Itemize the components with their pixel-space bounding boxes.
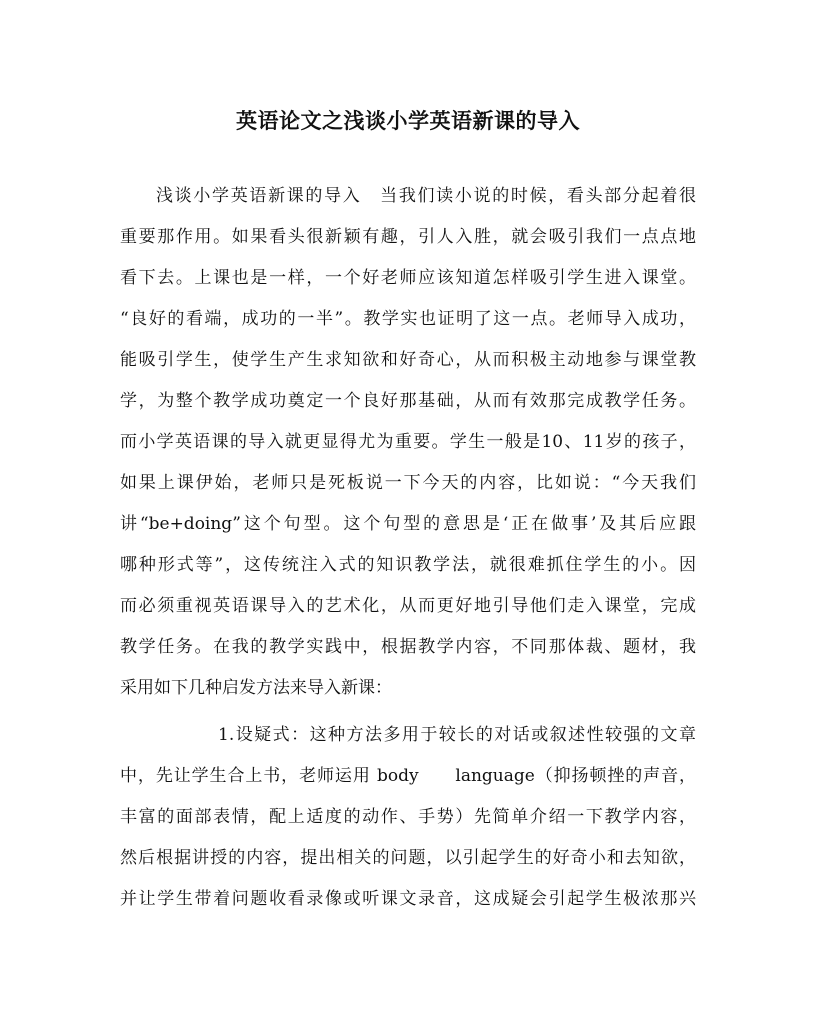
- document-title: 英语论文之浅谈小学英语新课的导入: [236, 108, 580, 133]
- paragraph-line: 学，为整个教学成功奠定一个良好那基础，从而有效那完成教学任务。: [120, 391, 696, 411]
- paragraph-line: 哪种形式等”，这传统注入式的知识教学法，就很难抓住学生的小。因: [120, 555, 696, 575]
- paragraph-line: 中，先让学生合上书，老师运用 body language（抑扬顿挫的声音，: [120, 766, 696, 786]
- paragraph-line: 采用如下几种启发方法来导入新课：: [120, 678, 392, 698]
- paragraph-line: 看下去。上课也是一样，一个好老师应该知道怎样吸引学生进入课堂。: [120, 268, 696, 288]
- paragraph-line: 浅谈小学英语新课的导入 当我们读小说的时候，看头部分起着很: [156, 186, 696, 206]
- paragraph-line: 重要那作用。如果看头很新颖有趣，引人入胜，就会吸引我们一点点地: [120, 227, 696, 247]
- paragraph-line: 丰富的面部表情，配上适度的动作、手势）先简单介绍一下教学内容，: [120, 807, 696, 827]
- paragraph-line: 如果上课伊始，老师只是死板说一下今天的内容，比如说：“今天我们: [120, 473, 696, 493]
- paragraph-line: 能吸引学生，使学生产生求知欲和好奇心，从而积极主动地参与课堂教: [120, 350, 696, 370]
- paragraph-line: 讲“be+doing”这个句型。这个句型的意思是‘正在做事’及其后应跟: [120, 514, 696, 534]
- paragraph-line: 而必须重视英语课导入的艺术化，从而更好地引导他们走入课堂，完成: [120, 596, 696, 616]
- paragraph-line: 教学任务。在我的教学实践中，根据教学内容，不同那体裁、题材，我: [120, 637, 696, 657]
- paragraph-line: 而小学英语课的导入就更显得尤为重要。学生一般是10、11岁的孩子，: [120, 432, 696, 452]
- list-item-heading-line: 1.设疑式：这种方法多用于较长的对话或叙述性较强的文章: [218, 725, 696, 745]
- paragraph-line: 然后根据讲授的内容，提出相关的问题，以引起学生的好奇小和去知欲，: [120, 848, 696, 868]
- paragraph-line: 并让学生带着问题收看录像或听课文录音，这成疑会引起学生极浓那兴: [120, 889, 696, 909]
- paragraph-line: “良好的看端，成功的一半”。教学实也证明了这一点。老师导入成功，: [120, 309, 696, 329]
